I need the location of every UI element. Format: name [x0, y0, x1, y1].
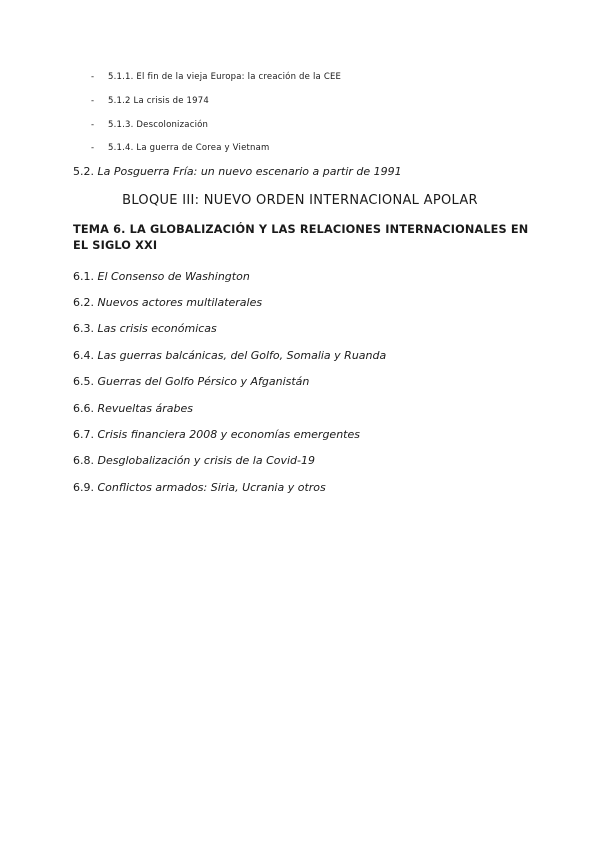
item-number: 6.3. — [73, 322, 94, 335]
item-text: El Consenso de Washington — [97, 270, 250, 283]
subsection-text: 5.1.2 La crisis de 1974 — [108, 96, 209, 106]
subsection-item — [91, 96, 209, 106]
tema-item — [73, 402, 193, 415]
tema-item — [73, 322, 217, 335]
item-number: 6.9. — [73, 481, 94, 494]
list-dash: - — [91, 72, 95, 82]
subsection-text: 5.1.1. El fin de la vieja Europa: la creación de la CEE — [108, 72, 342, 82]
item-text: Guerras del Golfo Pérsico y Afganistán — [97, 375, 310, 388]
item-number: 6.8. — [73, 454, 94, 467]
subsection-item — [91, 120, 208, 130]
item-number: 6.2. — [73, 296, 94, 309]
tema-item — [73, 375, 309, 388]
item-number: 6.5. — [73, 375, 94, 388]
item-text: Las crisis económicas — [97, 322, 217, 335]
list-dash: - — [91, 120, 95, 130]
section-text: La Posguerra Fría: un nuevo escenario a partir de 1991 — [97, 165, 402, 178]
item-text: Las guerras balcánicas, del Golfo, Somalia y Ruanda — [97, 349, 387, 362]
tema-item — [73, 296, 262, 309]
tema-heading: TEMA 6. LA GLOBALIZACIÓN Y LAS RELACIONES INTERNACIONALES EN EL SIGLO XXI — [73, 223, 529, 252]
subsection-text: 5.1.4. La guerra de Corea y Vietnam — [108, 143, 270, 153]
section-number: 5.2. — [73, 165, 94, 178]
section-5-2 — [73, 165, 402, 178]
subsection-text: 5.1.3. Descolonización — [108, 120, 209, 130]
item-text: Conflictos armados: Siria, Ucrania y otros — [97, 481, 326, 494]
bloque-heading: BLOQUE III: NUEVO ORDEN INTERNACIONAL APOLAR — [122, 193, 478, 208]
subsection-item — [91, 72, 341, 82]
item-number: 6.6. — [73, 402, 94, 415]
tema-item — [73, 481, 326, 494]
item-number: 6.4. — [73, 349, 94, 362]
item-text: Nuevos actores multilaterales — [97, 296, 263, 309]
item-text: Crisis financiera 2008 y economías emergentes — [97, 428, 360, 441]
tema-item — [73, 270, 250, 283]
list-dash: - — [91, 96, 95, 106]
tema-item — [73, 428, 360, 441]
item-text: Revueltas árabes — [97, 402, 193, 415]
subsection-item — [91, 143, 270, 153]
item-number: 6.7. — [73, 428, 94, 441]
tema-item — [73, 454, 315, 467]
item-number: 6.1. — [73, 270, 94, 283]
item-text: Desglobalización y crisis de la Covid-19 — [97, 454, 316, 467]
tema-item — [73, 349, 386, 362]
list-dash: - — [91, 143, 95, 153]
